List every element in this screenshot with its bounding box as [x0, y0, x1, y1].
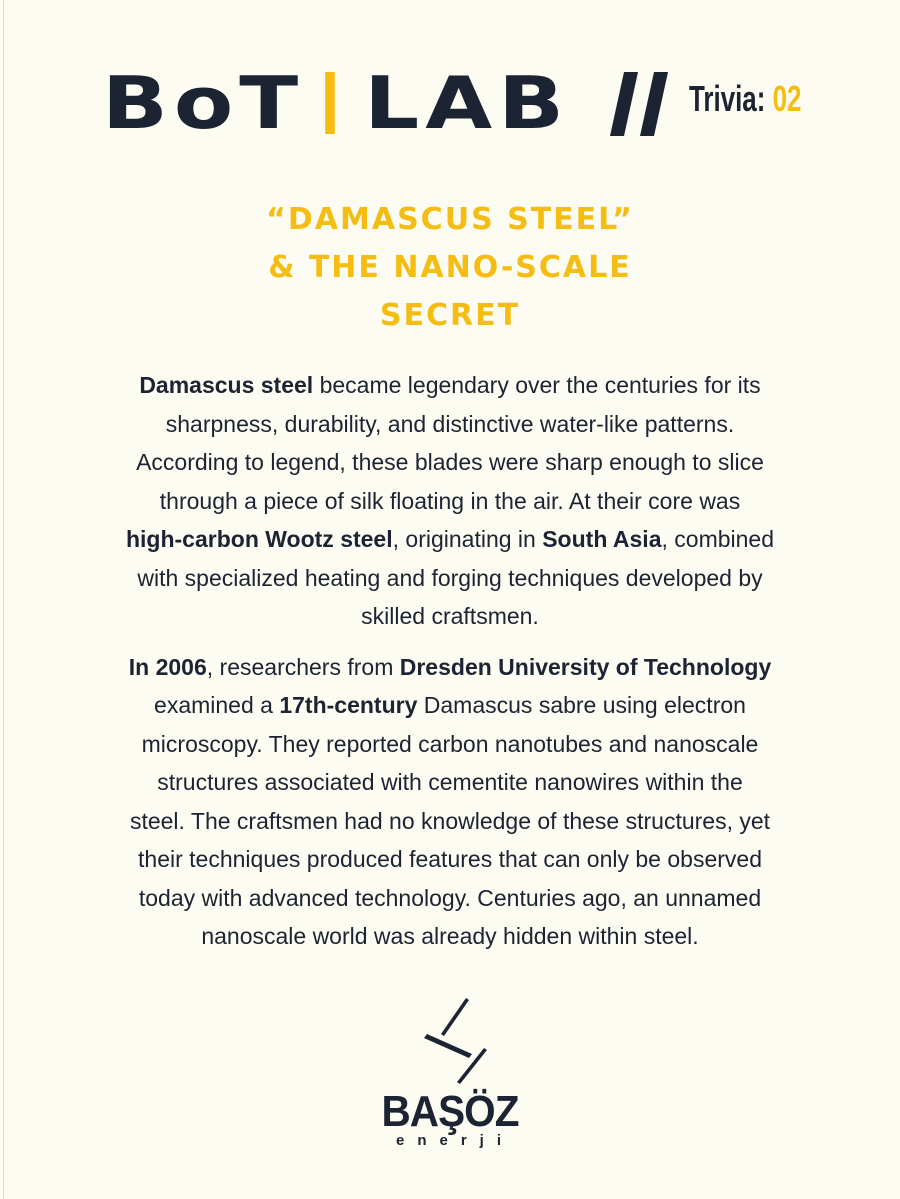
trivia-badge — [689, 78, 801, 120]
p1-line-4: through a piece of silk floating in the air. At their core was — [159, 487, 741, 514]
brand-divider — [326, 72, 336, 134]
p2-bold-century: 17th-century — [279, 692, 418, 718]
p1-bold-damascus: Damascus steel — [139, 372, 314, 398]
trivia-number: 02 — [772, 78, 802, 119]
p1-line-5 — [90, 520, 810, 559]
title-line-3: SECRET — [379, 298, 521, 333]
p2-text: Damascus sabre using electron — [417, 692, 746, 718]
logo-name: BAŞÖZ — [381, 1087, 519, 1136]
p2-line-3: microscopy. They reported carbon nanotubes and nanoscale — [141, 730, 759, 757]
p2-bold-university: Dresden University of Technology — [399, 653, 772, 680]
p2-bold-year: In 2006 — [128, 653, 207, 680]
p2-line-5: steel. The craftsmen had no knowledge of these structures, yet — [129, 807, 771, 834]
p1-bold-south-asia: South Asia — [542, 526, 662, 552]
p2-line-7: today with advanced technology. Centuries ago, an unnamed — [138, 884, 762, 911]
p1-line-1 — [90, 366, 810, 405]
basoz-logo — [370, 998, 530, 1158]
p2-line-6: their techniques produced features that can only be observed — [138, 846, 762, 872]
brand-bot: BoT — [102, 61, 305, 145]
p2-line-4: structures associated with cementite nanowires within the — [157, 769, 743, 795]
p1-text: became legendary over the centuries for its — [313, 372, 761, 398]
paragraph-2 — [90, 648, 810, 956]
p2-line-2 — [90, 686, 810, 725]
title-line-2: & THE NANO-SCALE — [268, 250, 632, 285]
p2-text: examined a — [154, 692, 280, 718]
double-slash-icon — [610, 72, 668, 136]
p1-text: , combined — [661, 526, 775, 552]
header — [0, 58, 900, 148]
article-body — [90, 366, 810, 956]
page-title — [0, 196, 900, 340]
p1-line-7: skilled craftsmen. — [361, 603, 539, 629]
logo-subtitle: enerji — [395, 1132, 515, 1149]
brand-lab: LAB — [364, 61, 570, 145]
paragraph-1 — [90, 366, 810, 636]
p2-text: , researchers from — [206, 653, 400, 680]
p1-line-6: with specialized heating and forging techniques developed by — [137, 564, 763, 591]
p2-line-8: nanoscale world was already hidden within steel. — [201, 923, 699, 949]
left-edge-line — [3, 0, 4, 1199]
p2-line-1 — [90, 648, 810, 687]
trivia-label: Trivia: — [689, 78, 766, 119]
p1-bold-wootz: high-carbon Wootz steel — [125, 526, 393, 552]
brand-wordmark — [102, 58, 570, 148]
p1-line-3: According to legend, these blades were sharp enough to slice — [136, 449, 764, 475]
title-line-1: “DAMASCUS STEEL” — [266, 202, 634, 237]
p1-line-2: sharpness, durability, and distinctive water-like patterns. — [165, 410, 735, 437]
p1-text: , originating in — [392, 526, 543, 552]
lightning-mark-icon — [422, 998, 492, 1086]
